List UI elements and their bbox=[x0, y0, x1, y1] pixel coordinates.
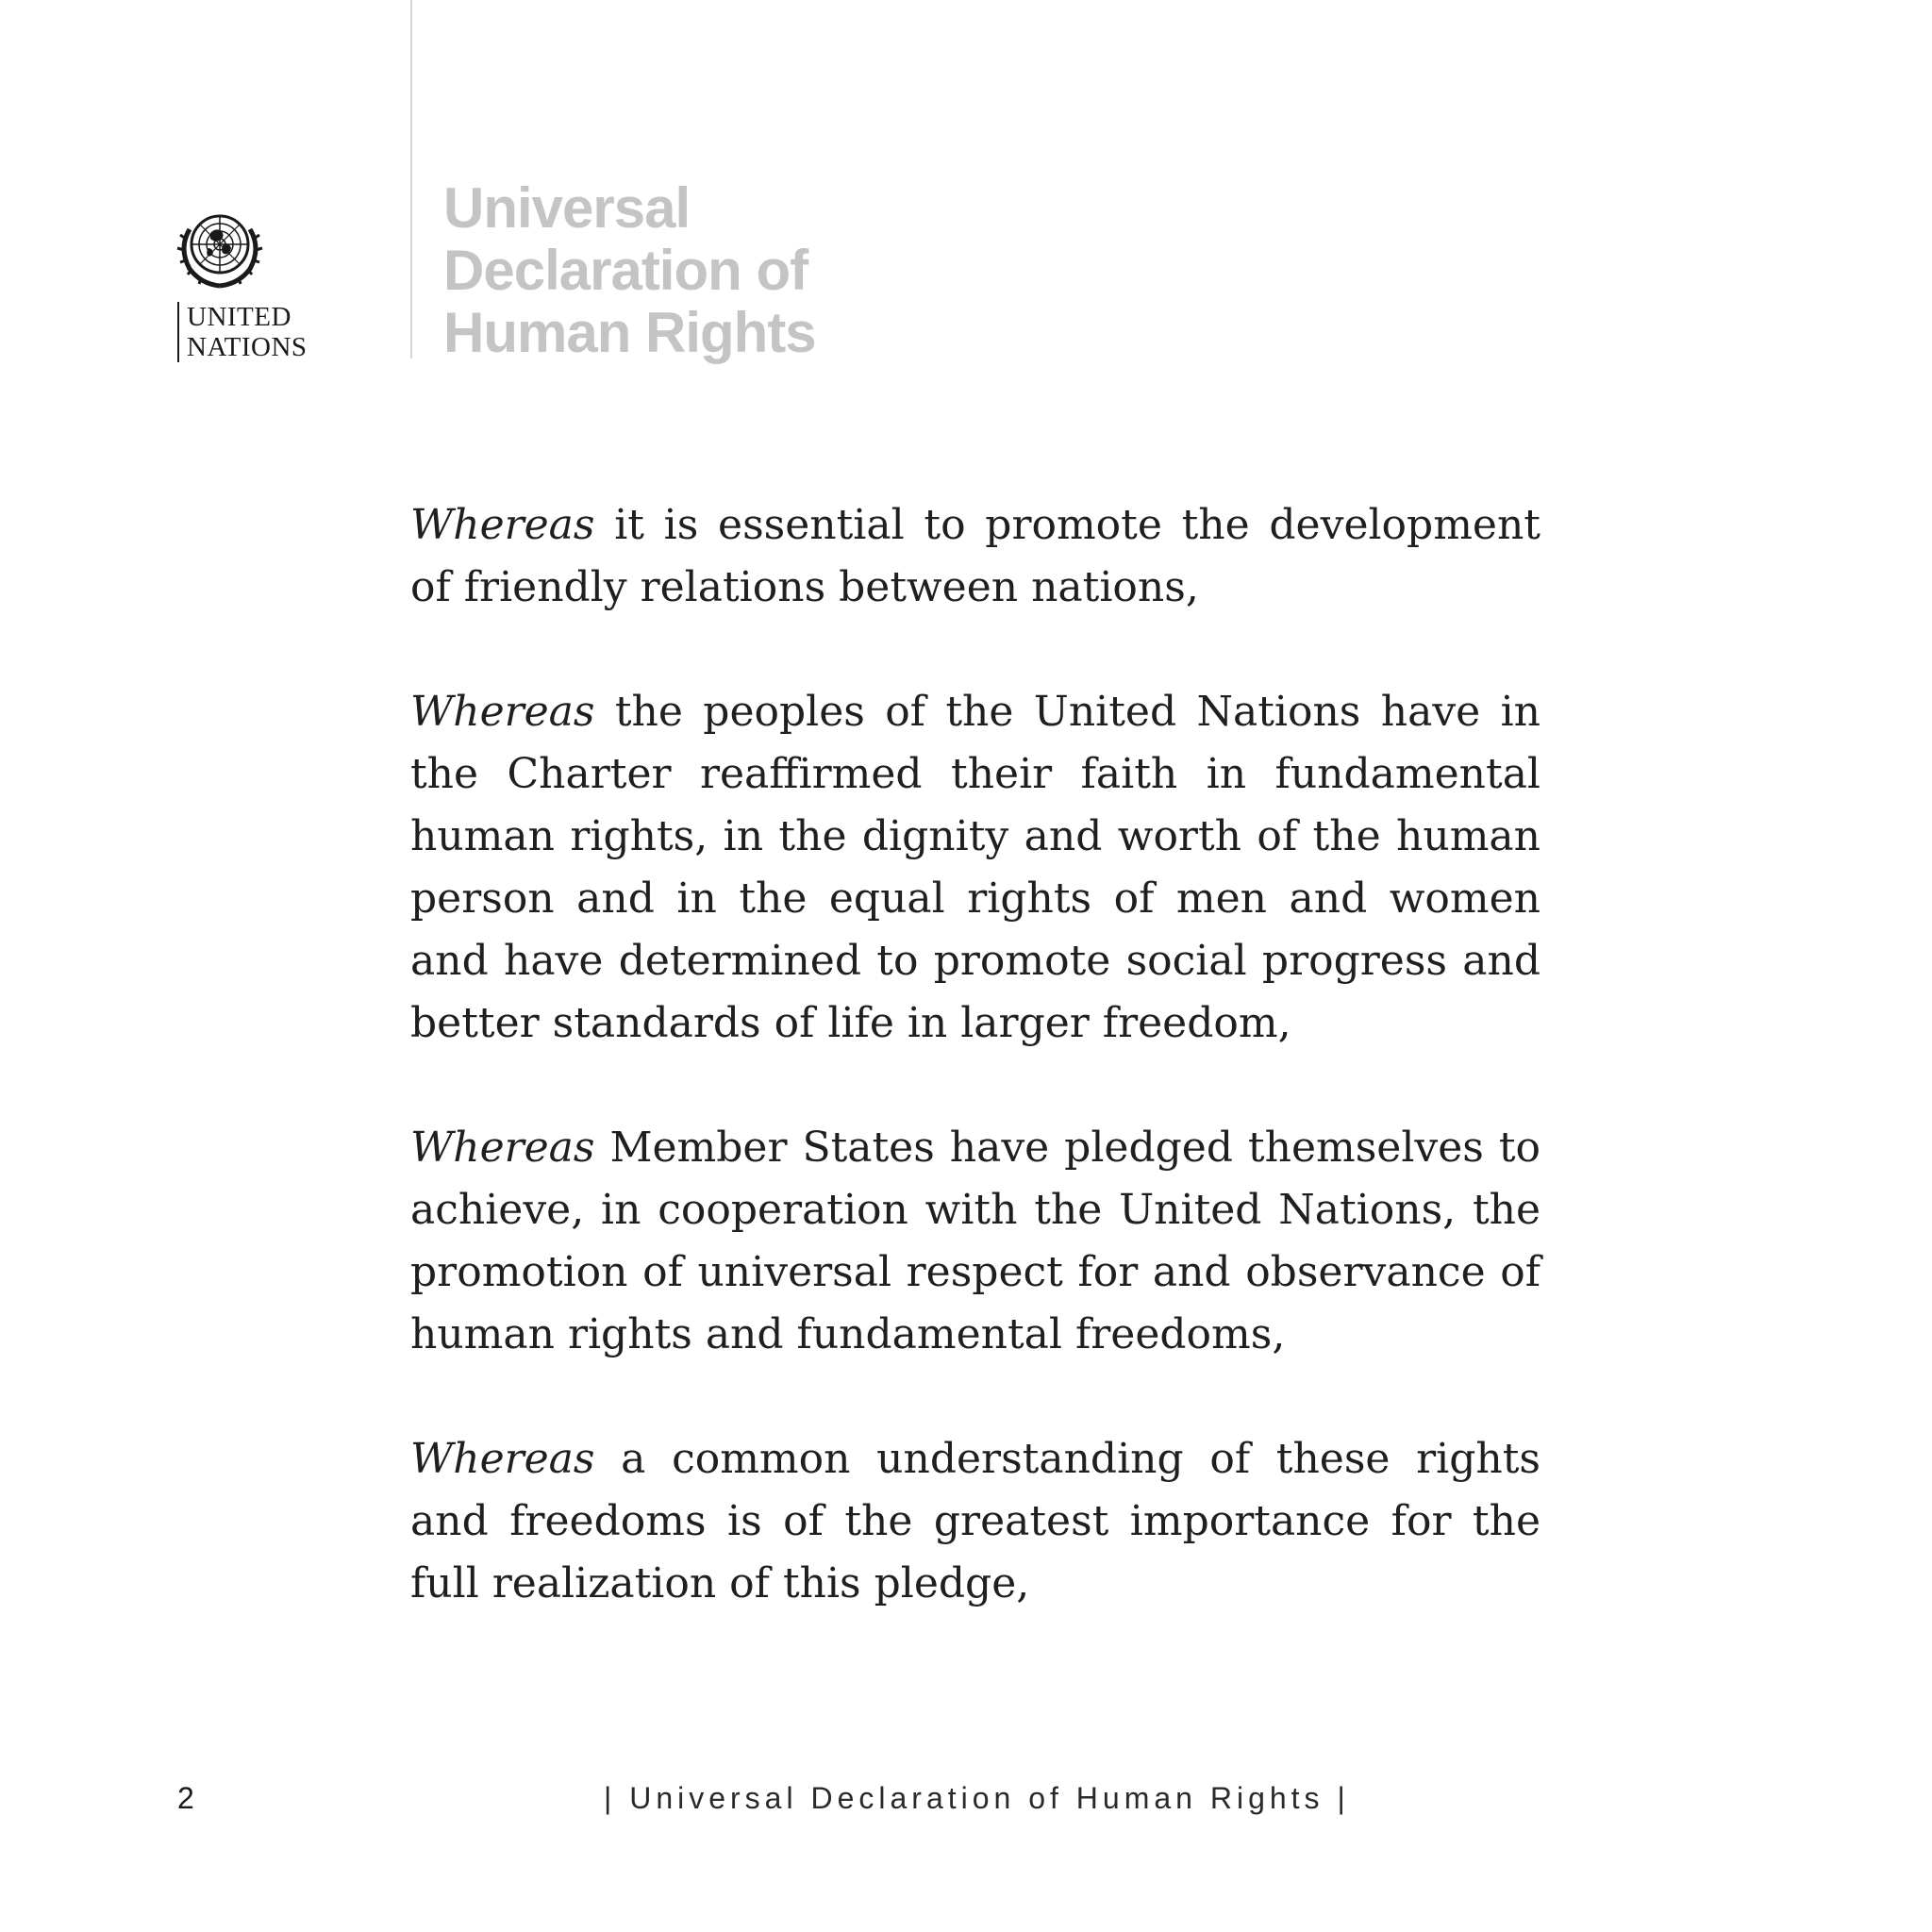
preamble-paragraph bbox=[410, 1117, 1541, 1366]
footer-bar-left: | bbox=[604, 1781, 617, 1815]
preamble-paragraph bbox=[410, 494, 1541, 619]
un-emblem-icon bbox=[173, 201, 267, 295]
org-name-line2: NATIONS bbox=[187, 332, 308, 362]
footer-running-title: Universal Declaration of Human Rights bbox=[629, 1781, 1324, 1815]
document-title bbox=[443, 177, 840, 364]
title-line2: Declaration of bbox=[443, 239, 808, 302]
paragraph-keyword: Whereas bbox=[410, 1435, 595, 1483]
preamble-paragraph bbox=[410, 681, 1541, 1055]
un-wordmark bbox=[177, 302, 308, 362]
running-footer bbox=[604, 1781, 1350, 1816]
paragraph-text: the peoples of the United Nations have in the Charter reaffirmed their faith in fundamental human rights, in the dignity and worth of the human person and in the equal rights of men and women and have determined to promote social progress and better standards of life in larger freedom, bbox=[410, 688, 1541, 1047]
header-divider bbox=[410, 0, 412, 358]
footer-bar-right: | bbox=[1337, 1781, 1350, 1815]
paragraph-text: it is essential to promote the development of friendly relations between nations, bbox=[410, 501, 1541, 611]
paragraph-keyword: Whereas bbox=[410, 501, 595, 549]
org-name-line1: UNITED bbox=[187, 302, 291, 332]
paragraph-text: Member States have pledged themselves to achieve, in cooperation with the United Nations, the promotion of universal respect for and observance of human rights and fundamental freedoms, bbox=[410, 1124, 1541, 1358]
paragraph-keyword: Whereas bbox=[410, 688, 595, 736]
paragraph-text: a common understanding of these rights and freedoms is of the greatest importance for the full realization of this pledge, bbox=[410, 1435, 1541, 1607]
title-line3: Human Rights bbox=[443, 301, 816, 364]
title-line1: Universal bbox=[443, 176, 691, 240]
preamble-body bbox=[410, 494, 1541, 1615]
page-number: 2 bbox=[177, 1781, 194, 1815]
preamble-paragraph bbox=[410, 1428, 1541, 1615]
paragraph-keyword: Whereas bbox=[410, 1124, 595, 1172]
